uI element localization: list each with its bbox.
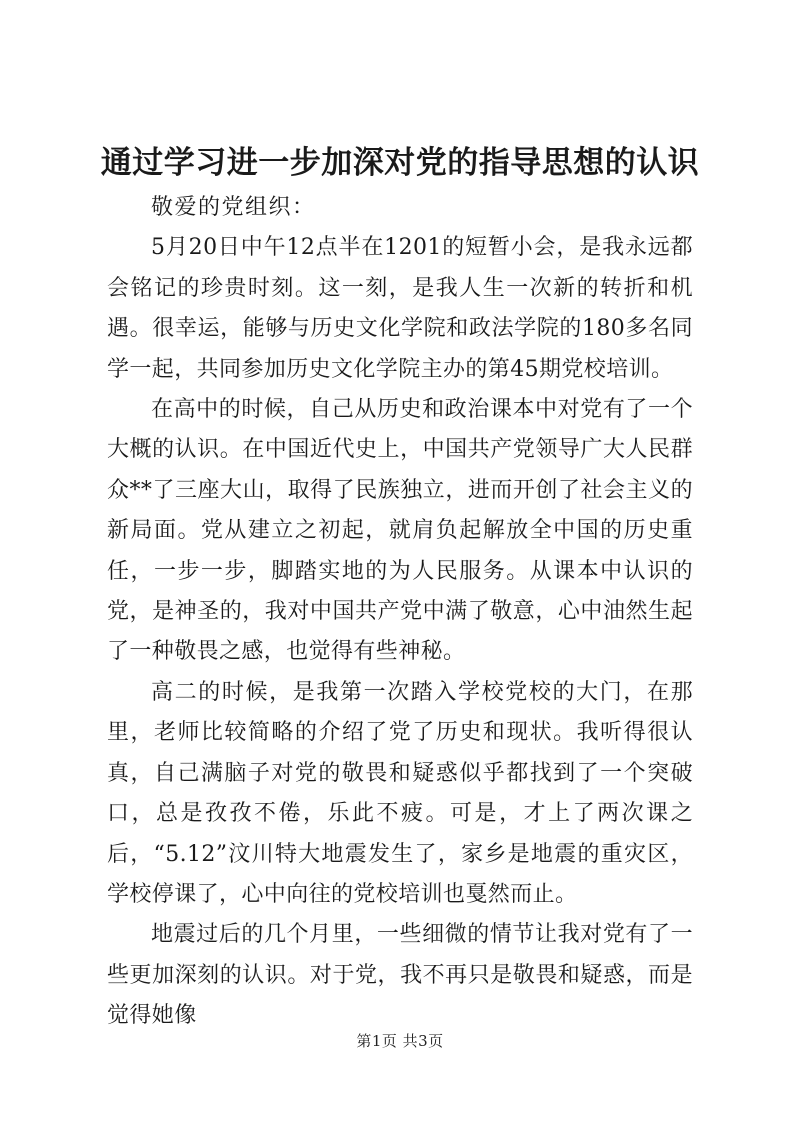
document-title: 通过学习进一步加深对党的指导思想的认识 <box>100 145 700 181</box>
paragraph-3: 高二的时候，是我第一次踏入学校党校的大门，在那里，老师比较简略的介绍了党了历史和现状。我听得很认真，自己满脑子对党的敬畏和疑惑似乎都找到了一个突破口，总是孜孜不倦，乐此不疲。可是，才上了两次课之后，“5.12”汶川特大地震发生了，家乡是地震的重灾区，学校停课了，心中向往的党校培训也戛然而止。 <box>107 679 693 907</box>
salutation: 敬爱的党组织： <box>151 195 316 220</box>
paragraph-1: 5月20日中午12点半在1201的短暂小会，是我永远都会铭记的珍贵时刻。这一刻，是我人生一次新的转折和机遇。很幸运，能够与历史文化学院和政法学院的180多名同学一起，共同参加历史文化学院主办的第45期党校培训。 <box>107 235 693 382</box>
document-body <box>107 188 693 1037</box>
page-number-footer: 第1页 共3页 <box>356 1032 444 1050</box>
paragraph-2: 在高中的时候，自己从历史和政治课本中对党有了一个大概的认识。在中国近代史上，中国共产党领导广大人民群众**了三座大山，取得了民族独立，进而开创了社会主义的新局面。党从建立之初起，就肩负起解放全中国的历史重任，一步一步，脚踏实地的为人民服务。从课本中认识的党，是神圣的，我对中国共产党中满了敬意，心中油然生起了一种敬畏之感，也觉得有些神秘。 <box>107 397 693 665</box>
paragraph-4: 地震过后的几个月里，一些细微的情节让我对党有了一些更加深刻的认识。对于党，我不再只是敬畏和疑惑，而是觉得她像 <box>107 922 693 1029</box>
